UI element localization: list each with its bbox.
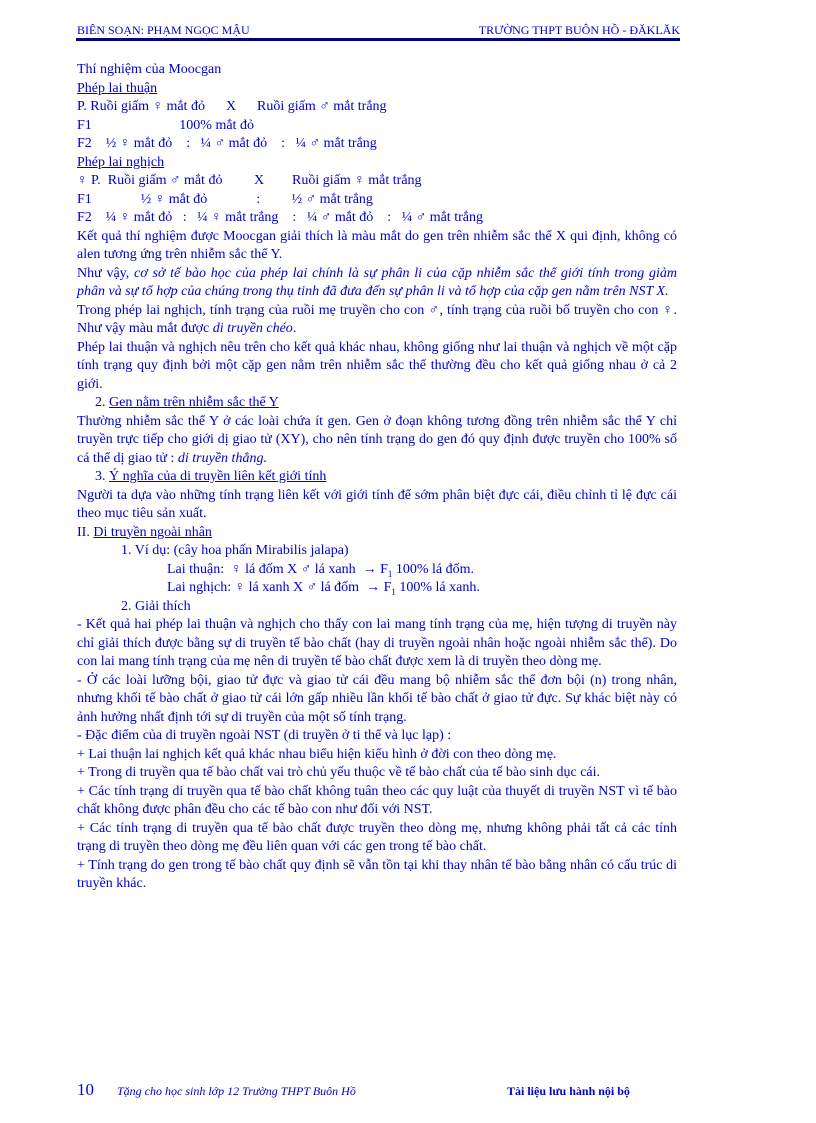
example-reverse: Lai nghịch: ♀ lá xanh X ♂ lá đốm → $F_1$ 100% lá xanh.: [167, 580, 480, 597]
experiment-title: Thí nghiệm của Moocgan: [77, 62, 222, 77]
footer-dedication: Tặng cho học sinh lớp 12 Trường THPT Buôn Hồ: [117, 1084, 356, 1098]
section-y-linked-heading: 2. Gen nằm trên nhiễm sắc thể Y: [95, 395, 279, 410]
header-school: TRƯỜNG THPT BUÔN HỒ - ĐĂKLĂK: [478, 23, 680, 37]
header-author: BIÊN SOẠN: PHẠM NGỌC MẬU: [77, 23, 250, 37]
reciprocal-cross-heading: Phép lai thuận: [77, 80, 158, 96]
example-reciprocal: Lai thuận: ♀ lá đốm X ♂ lá xanh → $F_1$ 100% lá đốm.: [167, 561, 475, 579]
paragraph-cytological-basis: Như vậy, cơ sở tế bào học của phép lai chính là sự phân li của cặp nhiễm sắc thể giới tính trong giảm phân và sự tổ hợp của chúng trong thụ tinh đã đưa đến sự phân li và tổ hợp của cặp gen nằm trên NST X.: [77, 265, 677, 299]
bullet-feature-4: + Các tính trạng di truyền qua tế bào chất được truyền theo dòng mẹ, nhưng không phải tất cả các tính trạng di truyền theo dòng mẹ đều liên quan với các gen trong tế bào chất.: [77, 820, 677, 854]
bullet-feature-3: + Các tính trạng di truyền qua tế bào chất không tuân theo các quy luật của thuyết di truyền NST vì tế bào chất không được phân đều cho các tế bào con như đối với NST.: [77, 783, 677, 817]
reverse-cross-p: ♀ P. Ruồi giấm ♂ mắt đỏ X Ruồi giấm ♀ mắt trắng: [77, 173, 422, 188]
bullet-maternal-inheritance: - Kết quả hai phép lai thuận và nghịch cho thấy con lai mang tính trạng của mẹ, hiện tượng di truyền này chỉ giải thích được bằng sự di truyền tế bào chất (hay di truyền ngoài nhân hoặc ngoài nhiễm sắc thể). Do con lai mang tính trạng của mẹ nên di truyền tế bào chất được xem là di truyền theo dòng mẹ.: [77, 617, 677, 669]
bullet-feature-2: + Trong di truyền qua tế bào chất vai trò chủ yếu thuộc về tế bào chất của tế bào sinh dục cái.: [77, 765, 601, 780]
paragraph-significance: Người ta dựa vào những tính trạng liên kết với giới tính để sớm phân biệt đực cái, điều chỉnh tỉ lệ đực cái theo mục tiêu sản xuất.: [77, 487, 677, 521]
paragraph-explanation: Kết quả thí nghiệm được Moocgan giải thích là màu mắt do gen trên nhiễm sắc thể X qui định, không có alen tương ứng trên nhiễm sắc thể Y.: [77, 228, 677, 262]
section-significance-heading: 3. Ý nghĩa của di truyền liên kết giới tính: [95, 469, 327, 484]
reverse-cross-heading: Phép lai nghịch: [77, 154, 165, 170]
bullet-feature-5: + Tính trạng do gen trong tế bào chất quy định sẽ vẫn tồn tại khi thay nhân tế bào bằng nhân có cấu trúc di truyền khác.: [77, 857, 677, 891]
page-footer: [77, 1080, 677, 1102]
reverse-cross-f2: F2 ¼ ♀ mắt đỏ : ¼ ♀ mắt trắng : ¼ ♂ mắt đỏ : ¼ ♂ mắt trắng: [77, 210, 483, 225]
example-heading: 1. Ví dụ: (cây hoa phấn Mirabilis jalapa): [121, 543, 349, 558]
reciprocal-cross-f2: F2 ½ ♀ mắt đỏ : ¼ ♂ mắt đỏ : ¼ ♂ mắt trắng: [77, 136, 377, 151]
bullet-gamete-cytoplasm: - Ở các loài lưỡng bội, giao tử đực và giao tử cái đều mang bộ nhiễm sắc thể đơn bội (n) trong nhân, nhưng khối tế bào chất ở giao tử cái lớn gấp nhiều lần khối tế bào chất ở giao tử đực. Sự khác biệt này có ảnh hưởng nhất định tới sự di truyền của một số tính trạng.: [77, 672, 677, 725]
header-divider: [76, 38, 680, 41]
footer-internal-note: Tài liệu lưu hành nội bộ: [507, 1084, 630, 1098]
explanation-heading: 2. Giải thích: [121, 598, 191, 614]
paragraph-criss-cross: Trong phép lai nghịch, tính trạng của ruồi mẹ truyền cho con ♂, tính trạng của ruồi bố truyền cho con ♀. Như vậy màu mắt được di truyền chéo.: [77, 302, 677, 336]
reciprocal-cross-f1: F1 100% mắt đỏ: [77, 117, 254, 133]
bullet-feature-1: + Lai thuận lai nghịch kết quả khác nhau biểu hiện kiểu hình ở đời con theo dòng mẹ.: [77, 746, 557, 762]
bullet-features-heading: - Đặc điểm của di truyền ngoài NST (di truyền ở ti thể và lục lạp) :: [77, 728, 452, 743]
paragraph-y-linked: Thường nhiễm sắc thể Y ở các loài chứa ít gen. Gen ở đoạn không tương đồng trên nhiễm sắc thể Y chỉ truyền trực tiếp cho giới dị giao tử (XY), cho nên tính trạng do gen đó quy định được truyền cho 100% số cá thể dị giao tử : di truyền thẳng.: [77, 413, 677, 466]
page-number: 10: [77, 1080, 94, 1099]
page-header: [77, 23, 680, 39]
reverse-cross-f1: F1 ½ ♀ mắt đỏ : ½ ♂ mắt trắng: [77, 191, 373, 207]
reciprocal-cross-p: P. Ruồi giấm ♀ mắt đỏ X Ruồi giấm ♂ mắt trắng: [77, 99, 387, 114]
paragraph-comparison: Phép lai thuận và nghịch nêu trên cho kết quả khác nhau, không giống như lai thuận và nghịch về một cặp tính trạng quy định bởi một cặp gen nằm trên nhiễm sắc thể thường đều cho kết quả giống nhau ở cả 2 giới.: [77, 339, 677, 392]
page-content: [77, 61, 677, 894]
section-extranuclear-heading: II. Di truyền ngoài nhân: [77, 524, 212, 540]
